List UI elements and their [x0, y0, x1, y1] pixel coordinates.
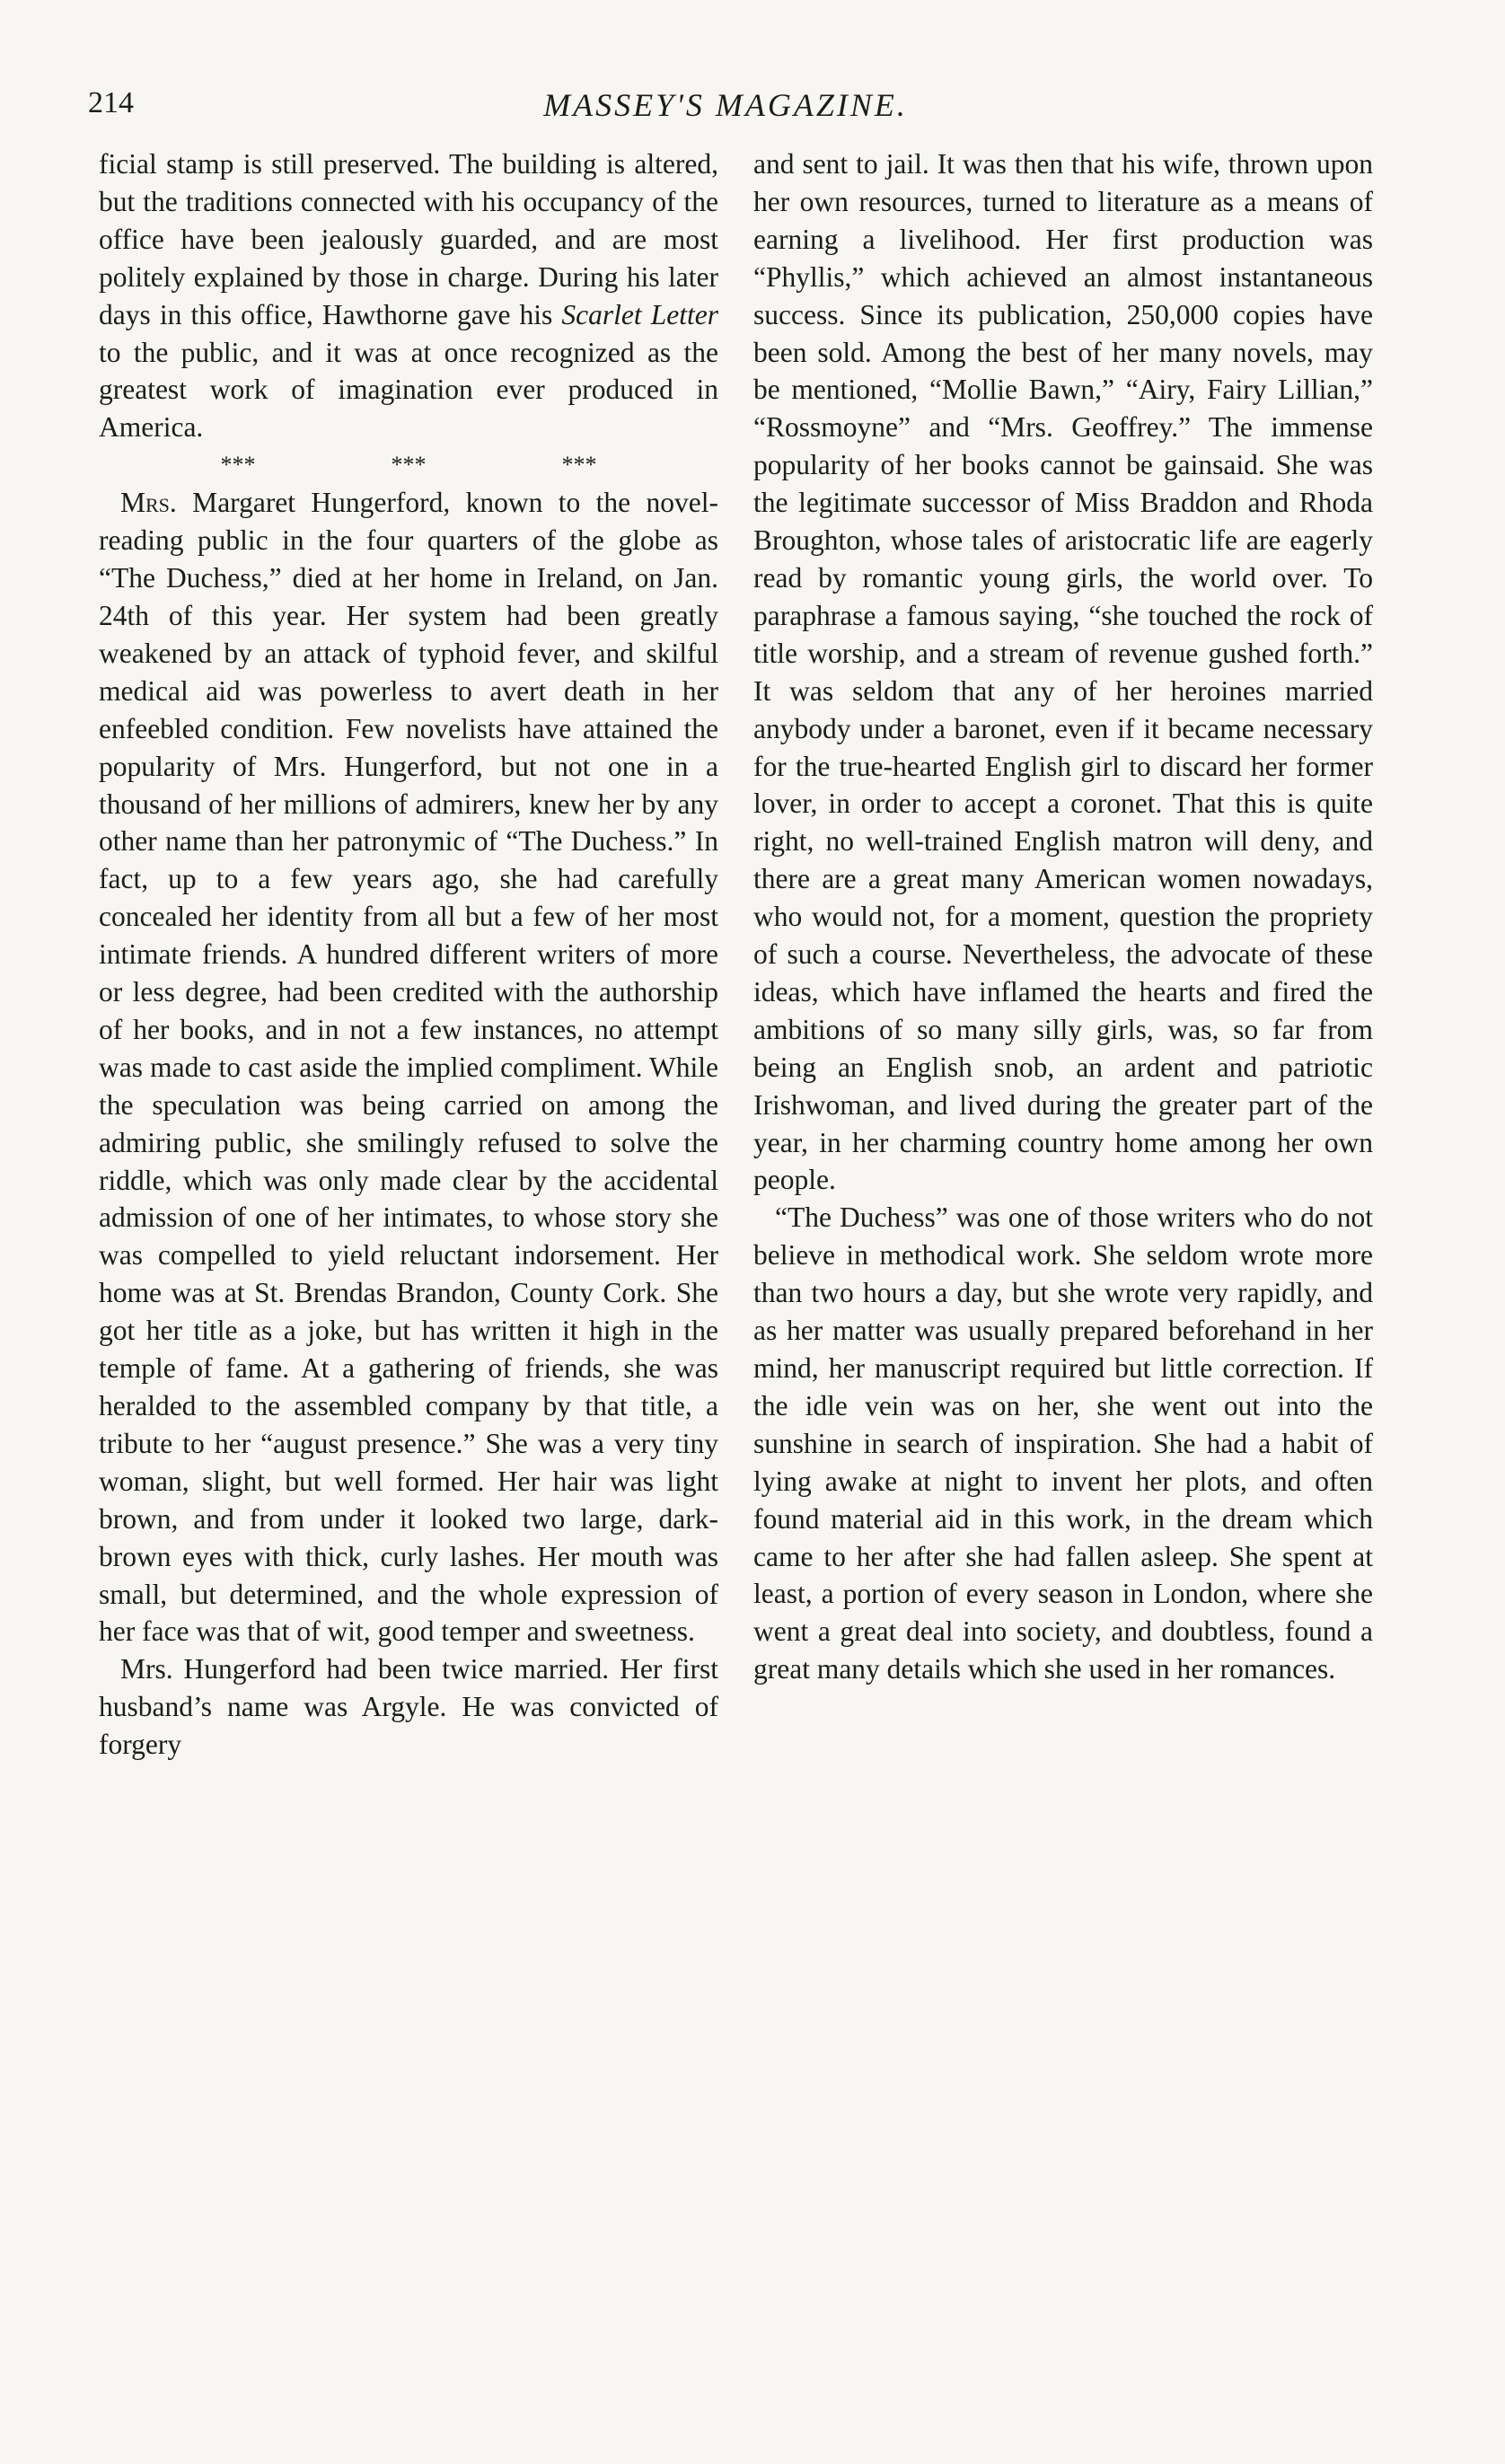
paragraph-work-habits: “The Duchess” was one of those writers who do not believe in methodical work. She seldom wrote more than two hours a day, but she wrote very rapidly, and as her matter was usually prepared beforehand in her mind, her manuscript required but little correction. If the idle vein was on her, she went out into the sunshine in search of inspiration. She had a habit of lying awake at night to invent her plots, and often found material aid in this work, in the dream which came to her after she had fallen asleep. She spent at least, a portion of every season in London, where she went a great deal into society, and doubtless, found a great many details which she used in her romances.	[753, 1201, 1373, 1685]
asterism: ***	[220, 452, 256, 479]
book-title-scarlet-letter: Scarlet Letter	[561, 298, 718, 330]
asterism: ***	[561, 452, 597, 479]
asterism: ***	[391, 452, 427, 479]
paragraph-text: Margaret Hungerford, known to the novel-reading public in the four quarters of the globe as “The Duchess,” died at her home in Ireland, on Jan. 24th of this year. Her system had been greatly weakened by an attack of typhoid fever, and skilful medical aid was powerless to avert death in her enfeebled condition. Few novelists have attained the popularity of Mrs. Hungerford, but not one in a thousand of her millions of admirers, knew her by any other name than her patronymic of “The Duchess.” In fact, up to a few years ago, she had carefully concealed her identity from all but a few of her most intimate friends. A hundred different writers of more or less degree, had been credited with the authorship of her books, and in not a few instances, no attempt was made to cast aside the implied compliment. While the speculation was being carried on among the admiring public, she smilingly refused to solve the riddle, which was only made clear by the accidental admission of one of her intimates, to whose story she was compelled to yield reluctant indorsement. Her home was at St. Brendas Brandon, County Cork. She got her title as a joke, but has written it high in the temple of fame. At a gathering of friends, she was heralded to the assembled company by that title, a tribute to her “august presence.” She was a very tiny woman, slight, but well formed. Her hair was light brown, and from under it looked two large, dark-brown eyes with thick, curly lashes. Her mouth was small, but determined, and the whole expression of her face was that of wit, good temper and sweetness.	[99, 487, 718, 1648]
paragraph-career: and sent to jail. It was then that his wife, thrown upon her own resources, turned to literature as a means of earning a livelihood. Her first production was “Phyllis,” which achieved an almost instantaneous success. Since its publication, 250,000 copies have been sold. Among the best of her many novels, may be mentioned, “Mollie Bawn,” “Airy, Fairy Lillian,” “Rossmoyne” and “Mrs. Geoffrey.” The immense popularity of her books cannot be gainsaid. She was the legitimate successor of Miss Braddon and Rhoda Broughton, whose tales of aristocratic life are eagerly read by romantic young girls, the world over. To paraphrase a famous saying, “she touched the rock of title worship, and a stream of revenue gushed forth.” It was seldom that any of her heroines married anybody under a baronet, even if it became necessary for the true-hearted English girl to discard her former lover, in order to accept a coronet. That this is quite right, no well-trained English matron will deny, and there are a great many American women nowadays, who would not, for a moment, question the propriety of such a course. Nevertheless, the advocate of these ideas, which have inflamed the hearts and fired the ambitions of so many silly girls, was, so far from being an English snob, an ardent and patriotic Irishwoman, and lived during the greater part of the year, in her charming country home among her own people.	[753, 148, 1373, 1196]
section-separator	[99, 446, 718, 484]
paragraph-hawthorne	[99, 145, 718, 446]
page-number: 214	[88, 86, 134, 119]
right-column	[753, 145, 1373, 1688]
paragraph-text: ficial stamp is still preserved. The building is altered, but the traditions connected with his occupancy of the office have been jealously guarded, and are most politely explained by those in charge. During his later days in this office, Hawthorne gave his	[99, 148, 718, 330]
paragraph-duchess-intro	[99, 484, 718, 1650]
magazine-title: MASSEY'S MAGAZINE.	[543, 87, 908, 123]
lead-word: Mrs.	[120, 487, 177, 519]
paragraph-marriage: Mrs. Hungerford had been twice married. Her first husband’s name was Argyle. He was convicted of forgery	[99, 1653, 718, 1761]
left-column	[99, 145, 718, 1764]
paragraph-text: to the public, and it was at once recognized as the greatest work of imagination ever produced in America.	[99, 336, 718, 444]
running-head	[88, 86, 1363, 131]
